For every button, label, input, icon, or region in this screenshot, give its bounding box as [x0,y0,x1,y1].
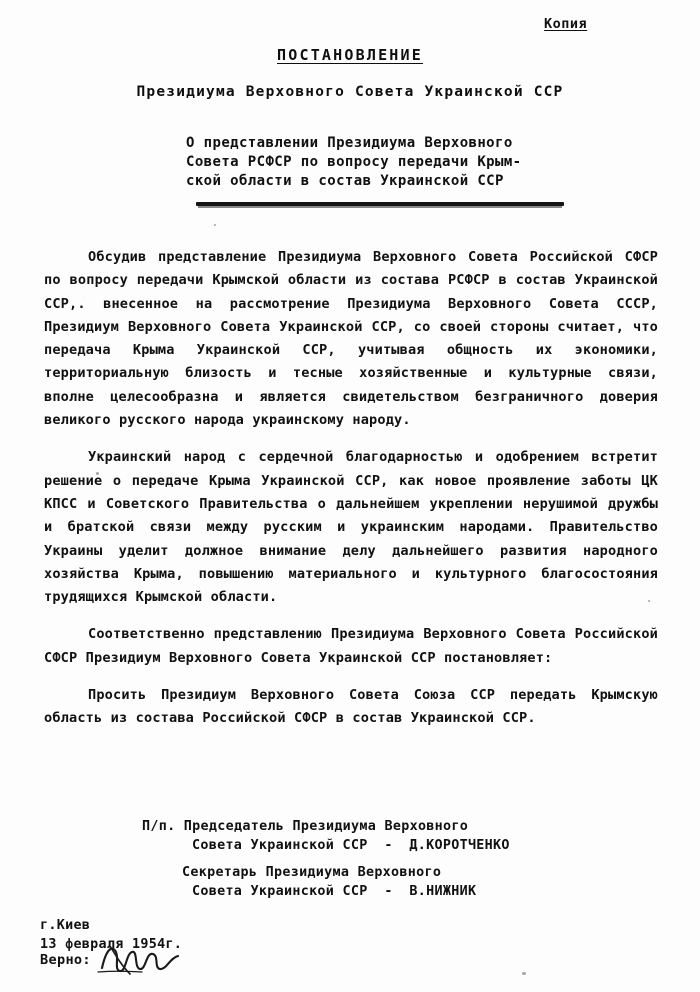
paper-speck [648,600,650,602]
subject-line-1: О представлении Президиума Верховного [186,135,513,151]
paragraph-4 [44,684,658,731]
document-subject [186,134,586,191]
paragraph-2 [44,446,658,609]
document-body [44,246,658,745]
document-title-text: ПОСТАНОВЛЕНИЕ [277,46,423,64]
subject-line-3: ской области в состав Украинской ССР [186,173,504,189]
paper-speck [96,472,99,475]
paper-speck [522,972,526,975]
horizontal-divider [196,202,564,206]
copy-stamp: Копия [544,16,588,32]
signature-1-role-line-1: П/п. Председатель Президиума Верховного [142,819,469,834]
signature-block [44,818,658,901]
signature-1-role-line-2: Совета Украинской ССР - Д.КОРОТЧЕНКО [192,837,510,853]
paragraph-4-text: Просить Президиум Верховного Совета Союза ССР передать Крымскую область из состава Российской СФСР в состав Украинской ССР. [44,687,658,727]
signature-spacer [44,855,658,864]
paragraph-3-text: Соответственно представлению Президиума Верховного Совета Российской СФСР Президиум Верховного Совета Украинской ССР постановляет: [44,626,658,666]
document-subtitle: Президиума Верховного Совета Украинской ССР [136,84,564,100]
paragraph-3 [44,623,658,670]
date-label: 13 февраля 1954г. [40,937,183,952]
signature-2-role-line-1: Секретарь Президиума Верховного [182,865,442,880]
document-title [0,46,700,64]
paper-speck [214,224,216,226]
certification-label: Верно: [40,952,91,968]
paragraph-2-text: Украинский народ с сердечной благодарностью и одобрением встретит решение о передаче Крыма Украинской ССР, как новое проявление заботы ЦК КПСС и Советского Правительства о дальнейшем укреплении нерушимой дружбы и братской связи между русским и украинским народами. Правительство Украины уделит должное внимание делу дальнейшего развития народного хозяйства Крыма, повышению материального и культурного благосостояния трудящихся Крымской области. [44,449,658,606]
paragraph-1-text: Обсудив представление Президиума Верховного Совета Российской СФСР по вопросу передачи Крымской области из состава РСФСР в состав Украинской ССР,. внесенное на рассмотрение Президиума Верховного Совета СССР, Президиум Верховного Совета Украинской ССР, со своей стороны считает, что передача Крыма Украинской ССР, учитывая общность их экономики, территориальную близость и тесные хозяйственные и культурные связи, вполне целесообразна и является свидетельством безграничного доверия великого русского народа украинскому народу. [44,249,658,429]
subject-line-2: Совета РСФСР по вопросу передачи Крым- [186,154,522,170]
place-label: г.Киев [40,918,91,933]
paragraph-1 [44,246,658,432]
signature-2-role-line-2: Совета Украинской ССР - В.НИЖНИК [192,883,477,899]
document-footer [40,916,182,954]
